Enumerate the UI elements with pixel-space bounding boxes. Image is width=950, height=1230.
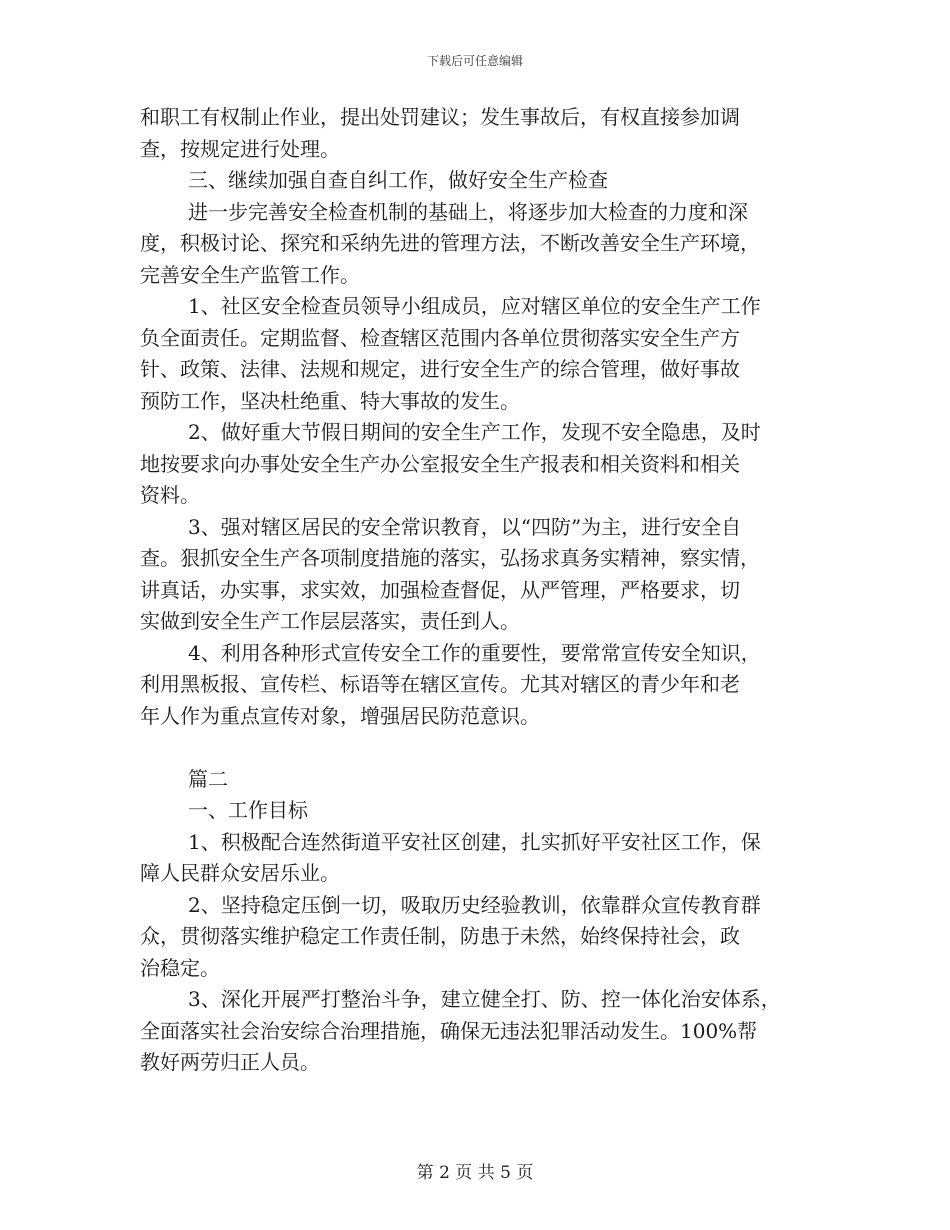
text-line: 实做到安全生产工作层层落实，责任到人。 — [140, 609, 520, 633]
text-line: 4、利用各种形式宣传安全工作的重要性，要常常宣传安全知识， — [188, 640, 761, 665]
text-line: 治稳定。 — [140, 955, 220, 980]
text-line: 利用黑板报、宣传栏、标语等在辖区宣传。尤其对辖区的青少年和老 — [140, 672, 740, 696]
text-line: 资料。 — [140, 483, 200, 507]
text-line: 度，积极讨论、探究和采纳先进的管理方法，不断改善安全生产环境， — [140, 231, 760, 255]
text-line: 教好两劳归正人员。 — [140, 1050, 320, 1074]
text-line: 完善安全生产监管工作。 — [140, 262, 360, 287]
text-line: 针、政策、法律、法规和规定，进行安全生产的综合管理，做好事故 — [140, 357, 740, 381]
text-line: 2、做好重大节假日期间的安全生产工作，发现不安全隐患，及时 — [188, 420, 761, 444]
text-line: 进一步完善安全检查机制的基础上，将逐步加大检查的力度和深 — [188, 199, 748, 224]
document-body — [140, 102, 820, 1079]
text-line: 一、工作目标 — [188, 798, 308, 822]
text-line: 地按要求向办事处安全生产办公室报安全生产报表和相关资料和相关 — [140, 451, 740, 476]
blank-line — [140, 732, 820, 764]
text-line: 3、强对辖区居民的安全常识教育，以“四防”为主，进行安全自 — [188, 514, 742, 539]
text-line: 3、深化开展严打整治斗争，建立健全打、防、控一体化治安体系， — [188, 987, 781, 1011]
text-line: 查，按规定进行处理。 — [140, 136, 340, 161]
text-line: 查。狠抓安全生产各项制度措施的落实，弘扬求真务实精神，察实情， — [140, 546, 760, 570]
text-line: 负全面责任。定期监督、检查辖区范围内各单位贯彻落实安全生产方 — [140, 325, 740, 350]
text-line: 预防工作，坚决杜绝重、特大事故的发生。 — [140, 388, 520, 413]
text-line: 众，贯彻落实维护稳定工作责任制，防患于未然，始终保持社会，政 — [140, 924, 740, 948]
text-line: 年人作为重点宣传对象，增强居民防范意识。 — [140, 703, 540, 728]
text-line: 障人民群众安居乐业。 — [140, 861, 340, 885]
text-line: 1、社区安全检查员领导小组成员，应对辖区单位的安全生产工作 — [188, 294, 761, 318]
text-line: 篇二 — [188, 766, 228, 791]
page-header: 下载后可任意编辑 — [426, 54, 523, 68]
text-line: 2、坚持稳定压倒一切，吸取历史经验教训，依靠群众宣传教育群 — [188, 892, 761, 917]
text-line: 讲真话，办实事，求实效，加强检查督促，从严管理，严格要求，切 — [140, 577, 740, 602]
page-footer: 第 2 页 共 5 页 — [416, 1163, 534, 1183]
text-line: 1、积极配合连然街道平安社区创建，扎实抓好平安社区工作，保 — [188, 829, 761, 854]
text-line: 和职工有权制止作业，提出处罚建议；发生事故后，有权直接参加调 — [140, 105, 740, 129]
text-line: 全面落实社会治安综合治理措施，确保无违法犯罪活动发生。100%帮 — [140, 1018, 758, 1043]
text-line: 三、继续加强自查自纠工作，做好安全生产检查 — [188, 168, 608, 192]
